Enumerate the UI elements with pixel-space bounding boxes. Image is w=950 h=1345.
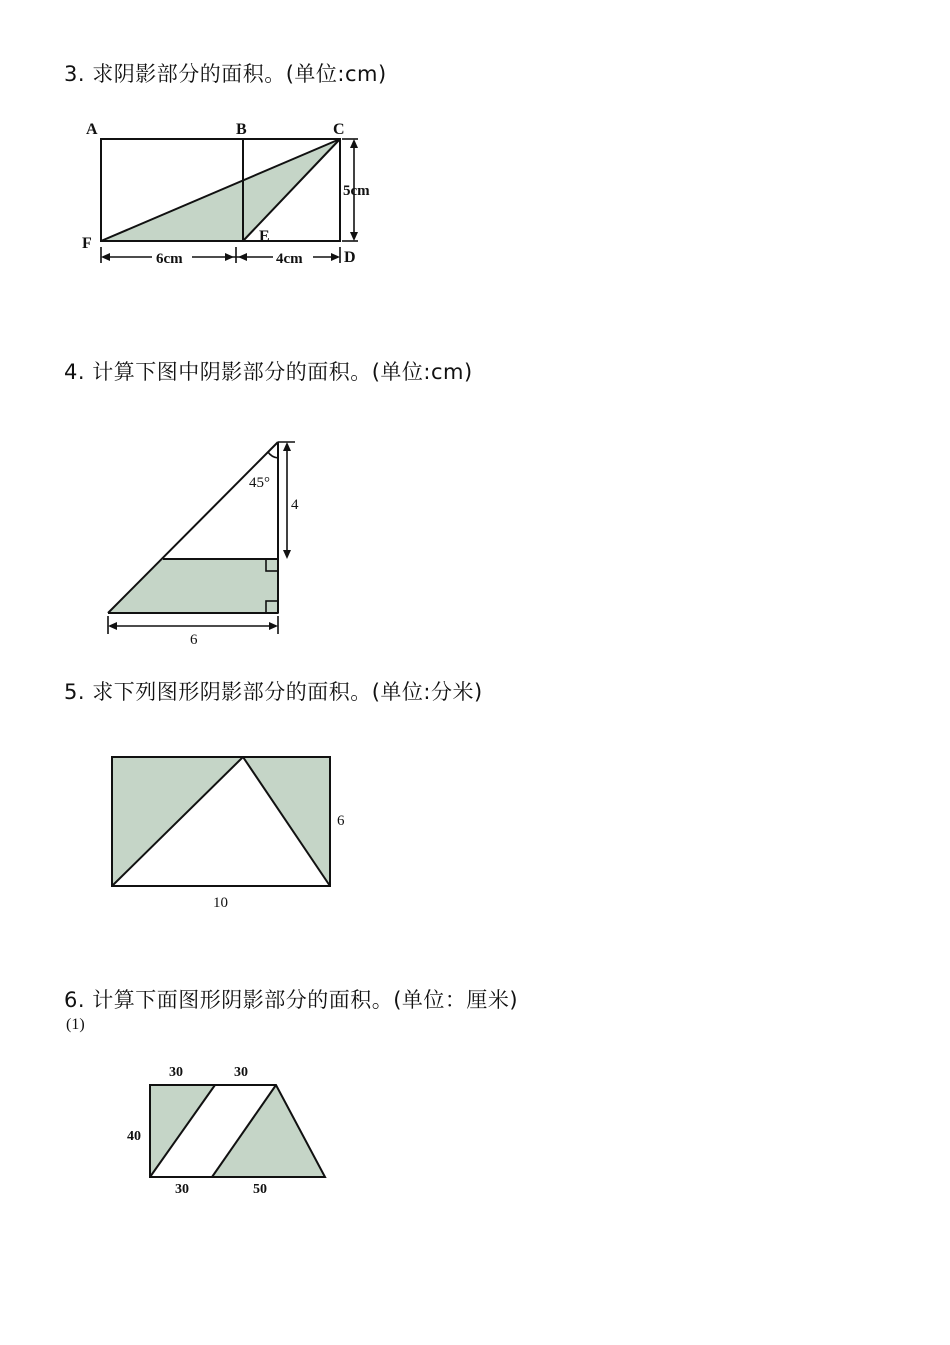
q3-label-left-base: 6cm [156,251,183,267]
q6-label-bottom-right: 50 [253,1182,267,1197]
q3-label-right-base: 4cm [276,251,303,267]
q3-label-B: B [236,121,247,138]
question-6-title: 6. 计算下面图形阴影部分的面积。(单位：厘米) [64,988,519,1012]
q5-label-height: 6 [337,813,345,829]
question-5-title: 5. 求下列图形阴影部分的面积。(单位:分米) [64,680,483,704]
q6-label-top-right: 30 [234,1065,248,1080]
q5-label-base: 10 [213,895,228,911]
question-4-title: 4. 计算下图中阴影部分的面积。(单位:cm) [64,360,473,384]
q4-label-base: 6 [190,632,198,648]
q3-label-height: 5cm [343,183,370,199]
q4-label-height: 4 [291,497,299,513]
q3-label-E: E [259,228,270,245]
q4-label-angle: 45° [249,475,270,491]
q6-label-top-left: 30 [169,1065,183,1080]
q6-label-height: 40 [127,1129,141,1144]
question-3-title: 3. 求阴影部分的面积。(单位:cm) [64,62,387,86]
q3-label-D: D [344,249,356,266]
q3-label-C: C [333,121,345,138]
question-6-sub-label: (1) [66,1016,85,1033]
q6-label-bottom-left: 30 [175,1182,189,1197]
q3-label-A: A [86,121,98,138]
q6-shaded-right [212,1085,325,1177]
q3-label-F: F [82,235,92,252]
